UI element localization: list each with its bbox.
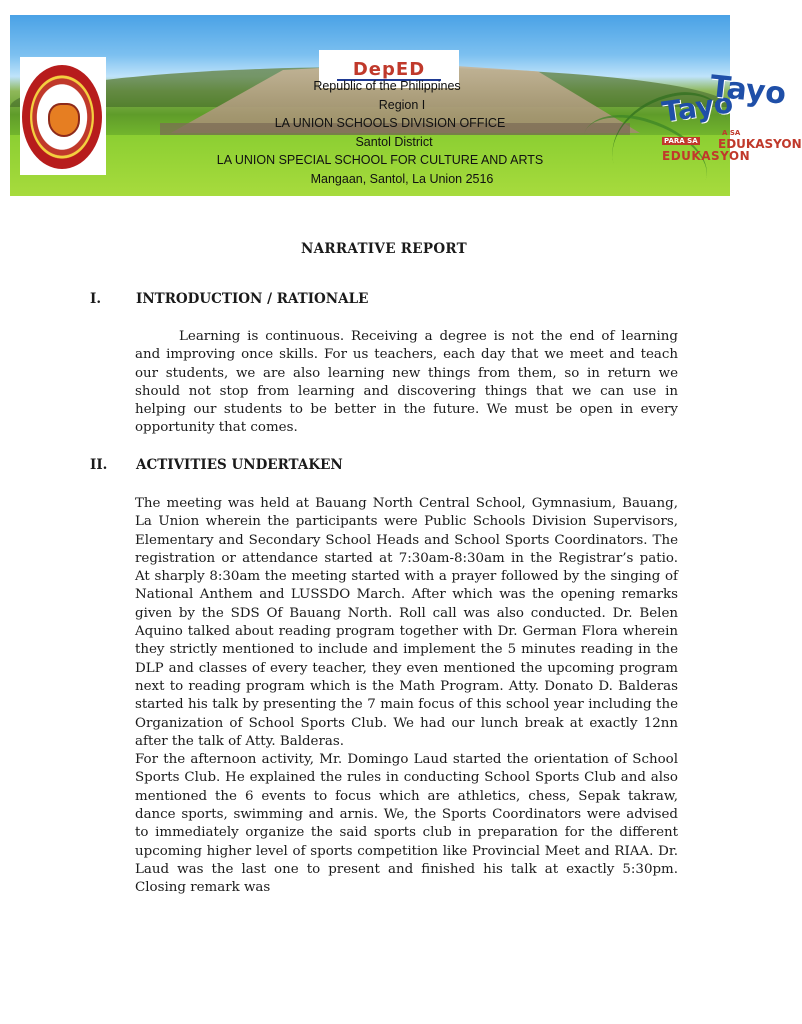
tayo-tag: PARA SA bbox=[664, 137, 698, 145]
tayo-para-sa-edukasyon-logo bbox=[658, 63, 802, 173]
section-number: II. bbox=[90, 457, 108, 473]
letterhead-line: Republic of the Philippines bbox=[313, 79, 461, 93]
section-title: INTRODUCTION / RATIONALE bbox=[136, 291, 369, 307]
letterhead-text-block bbox=[160, 77, 600, 189]
letterhead-line: Santol District bbox=[355, 134, 433, 149]
section-heading-introduction bbox=[90, 291, 690, 307]
letterhead-line: Mangaan, Santol, La Union 2516 bbox=[310, 171, 494, 186]
report-title: NARRATIVE REPORT bbox=[300, 241, 468, 257]
paragraph-text: The meeting was held at Bauang North Central School, Gymnasium, Bauang, La Union wherein the participants were Public Schools Division Supervisors, Elementary and Secondary School Heads and School Sports Coordinators. The registration or attendance started at 7:30am-8:30am in the Registrar’s patio. At sharply 8:30am the meeting started with a prayer followed by the singing of National Anthem and LUSSDO March. After which was the opening remarks given by the SDS Of Bauang North. Roll call was also conducted. Dr. Belen Aquino talked about reading program together with Dr. German Flora wherein they strictly mentioned to include and implement the 5 minutes reading in the DLP and classes of every teacher, they even mentioned the upcoming program next to reading program which is the Math Program. Atty. Donato D. Balderas started his talk by presenting the 7 main focus of this school year including the Organization of School Sports Club. We had our lunch break at exactly 12nn after the talk of Atty. Balderas. bbox=[135, 496, 678, 749]
section-heading-activities bbox=[90, 457, 690, 473]
school-seal-logo bbox=[20, 57, 106, 175]
letterhead-line: LA UNION SCHOOLS DIVISION OFFICE bbox=[274, 116, 506, 131]
tayo-tag: A SA bbox=[722, 129, 741, 137]
letterhead-line: Region I bbox=[378, 97, 426, 112]
tayo-tag: EDUKASYON bbox=[662, 149, 751, 163]
seal-torch-icon bbox=[48, 103, 80, 137]
paragraph-text: Learning is continuous. Receiving a degree is not the end of learning and improving once skills. For us teachers, each day that we meet and teach our students, we are also learning new things from them, so in return we should not stop from learning and discovering things that we can use in helping our students to be better in the future. We must be open in every opportunity that comes. bbox=[135, 329, 678, 436]
tayo-word: Tayo bbox=[660, 86, 735, 129]
deped-logo-text: DepED bbox=[352, 58, 426, 80]
section-title: ACTIVITIES UNDERTAKEN bbox=[136, 457, 343, 473]
tayo-tag: EDUKASYON bbox=[718, 137, 802, 151]
introduction-paragraph bbox=[135, 328, 678, 438]
paragraph-text: For the afternoon activity, Mr. Domingo Laud started the orientation of School Sports Club. He explained the rules in conducting School Sports Club and also mentioned the 6 events to focus which are athletics, chess, Sepak takraw, dance sports, swimming and arnis. We, the Sports Coordinators were advised to immediately organize the said sports club in preparation for the different upcoming higher level of sports competition like Provincial Meet and RIAA. Dr. Laud was the last one to present and finished his talk at exactly 5:30pm. Closing remark was bbox=[135, 752, 678, 896]
section-number: I. bbox=[90, 291, 102, 307]
letterhead-line: LA UNION SPECIAL SCHOOL FOR CULTURE AND ARTS bbox=[216, 153, 544, 168]
activities-paragraphs bbox=[135, 495, 678, 898]
tayo-word: Tayo bbox=[708, 69, 788, 112]
letterhead-banner bbox=[10, 15, 802, 196]
